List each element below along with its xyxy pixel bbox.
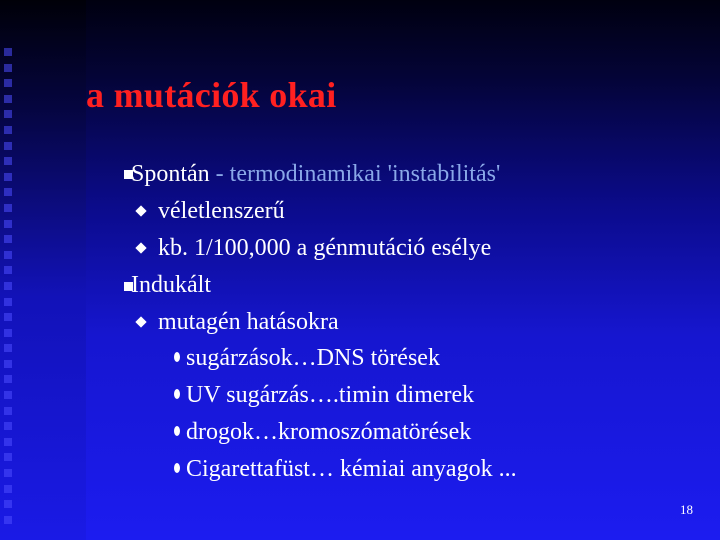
bullet-spontan-label: Spontán <box>131 161 210 187</box>
diamond-bullet-icon <box>135 242 146 253</box>
page-number: 18 <box>680 502 693 517</box>
sub-bullet-mutagen: mutagén hatásokra <box>158 309 339 335</box>
sub-bullet-random: véletlenszerű <box>158 198 285 224</box>
small-diamond-bullet-icon <box>174 426 180 436</box>
diamond-bullet-icon <box>135 205 146 216</box>
bullet-spontan-detail: - termodinamikai 'instabilitás' <box>209 161 501 187</box>
subsub-bullet-drugs: drogok…kromoszómatörések <box>186 419 472 445</box>
sub-bullet-probability: kb. 1/100,000 a génmutáció esélye <box>158 235 492 261</box>
subsub-bullet-uv: UV sugárzás….timin dimerek <box>186 382 475 408</box>
slide-title: a mutációk okai <box>86 75 337 115</box>
bullet-indukalt: Indukált <box>131 272 211 298</box>
bullet-spontan <box>131 159 500 189</box>
small-diamond-bullet-icon <box>174 463 180 473</box>
small-diamond-bullet-icon <box>174 352 180 362</box>
diamond-bullet-icon <box>135 316 146 327</box>
subsub-bullet-radiation: sugárzások…DNS törések <box>186 345 440 371</box>
subsub-bullet-smoke: Cigarettafüst… kémiai anyagok ... <box>186 456 517 482</box>
small-diamond-bullet-icon <box>174 389 180 399</box>
